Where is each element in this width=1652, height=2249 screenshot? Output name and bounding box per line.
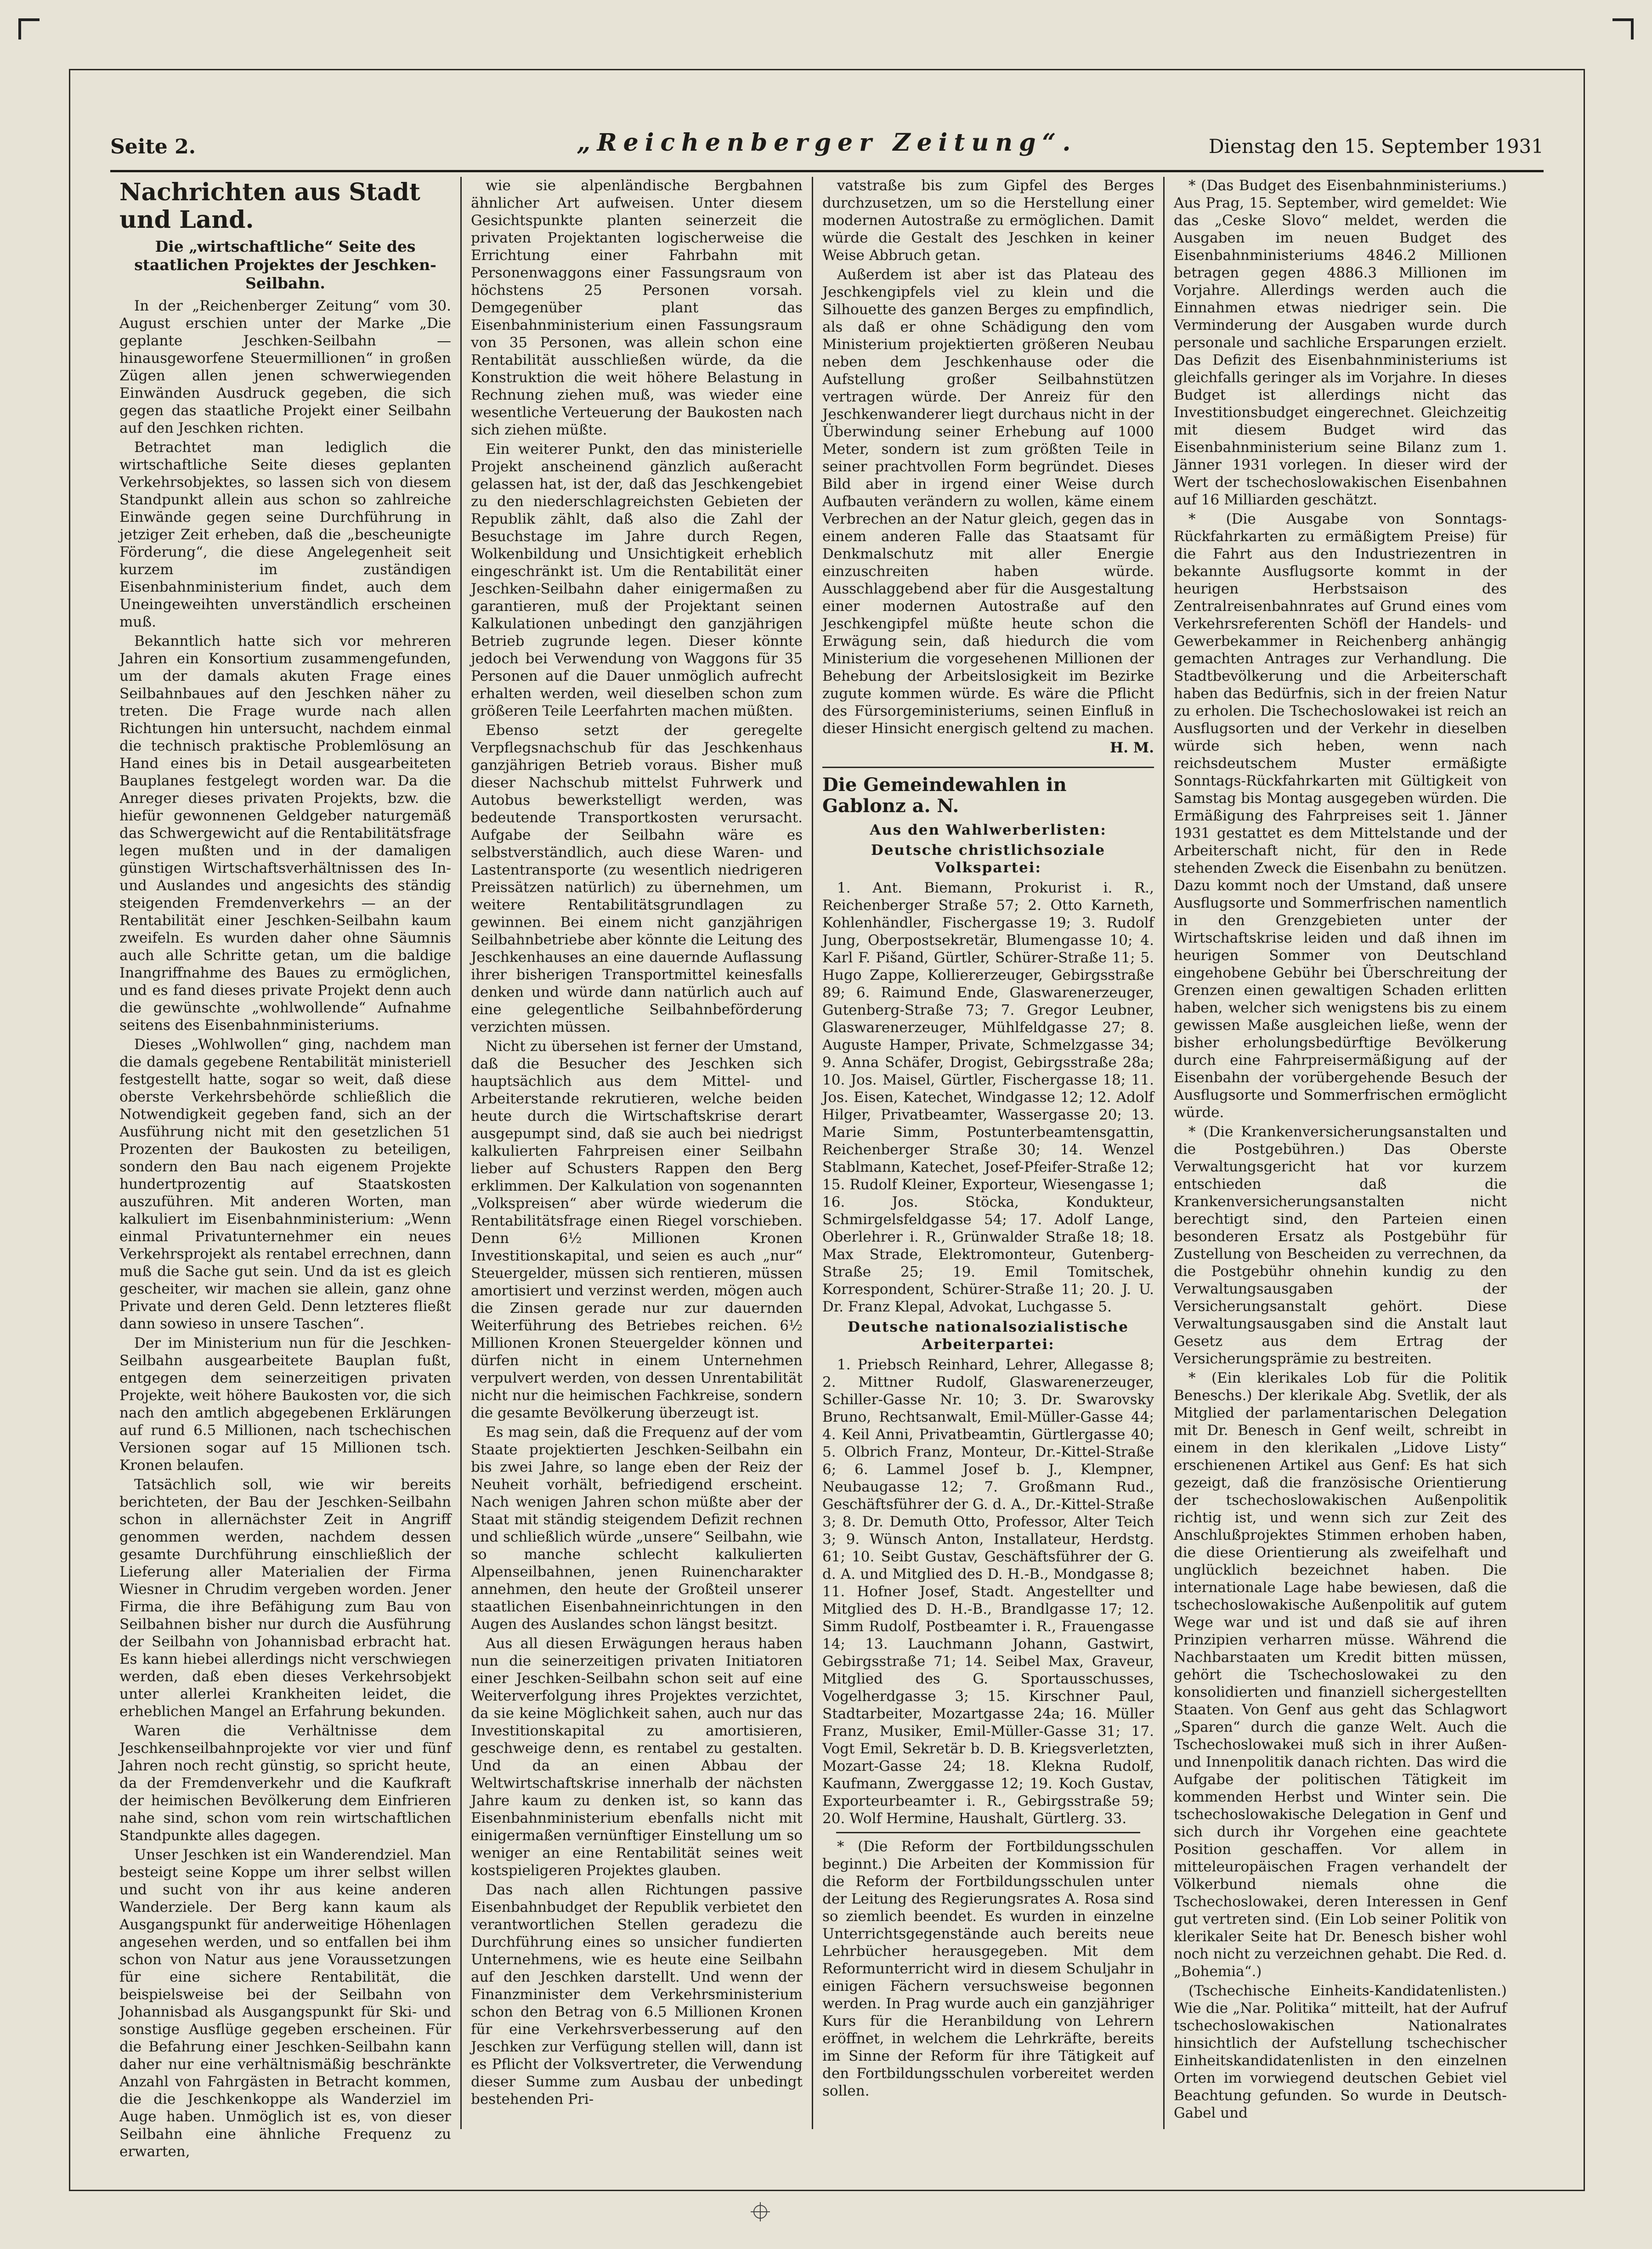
column-4 xyxy=(1165,177,1516,2129)
paragraph: Es mag sein, daß die Frequenz auf der vom Staate projektierten Jeschken-Seilbahn ein bis zwei Jahre, so lange eben der Reiz der Neuheit vorhält, befriedigend erscheint. Nach wenigen Jahren schon müßte aber der Staat mit ständig steigendem Defizit rechnen und schließlich würde „unsere“ Seilbahn, wie so manche schlecht kalkulierten Alpenseilbahnen, jenen Ruinencharakter annehmen, den heute der Großteil unserer staatlichen Eisenbahneinrichtungen in den Augen des Auslandes schon längst besitzt. xyxy=(471,1424,803,1633)
paragraph: Ein weiterer Punkt, den das ministerielle Projekt anscheinend gänzlich außeracht gelassen hat, ist der, daß das Jeschkengebiet zu den niederschlagreichsten Gebieten der Republik zählt, daß also die Zahl der Besuchstage im Jahre durch Regen, Wolkenbildung und Unsichtigkeit erheblich eingeschränkt ist. Um die Rentabilität einer Jeschken-Seilbahn daher einigermaßen zu garantieren, muß der Projektant seinen Kalkulationen unbedingt den ganzjährigen Betrieb zugrunde legen. Dieser könnte jedoch bei Verwendung von Waggons für 35 Personen auf die Dauer unmöglich aufrecht erhalten werden, weil dieselben schon zum größeren Teile Leerfahrten machen müßten. xyxy=(471,441,803,719)
page-number: Seite 2. xyxy=(110,135,196,158)
paragraph: * (Die Krankenversicherungsanstalten und die Postgebühren.) Das Oberste Verwaltungsgericht hat vor kurzem entschieden daß die Krankenversicherungsanstalten nicht berechtigt sind, den Parteien einen besonderen Ersatz als Postgebühr für Zustellung von Bescheiden zu verrechnen, da die Postgebühr ohnehin kundig zu den Verwaltungsausgaben der Versicherungsanstalt gehört. Diese Verwaltungsausgaben sind die Anstalt laut Gesetz aus dem Ertrag der Versicherungsprämie zu bestreiten. xyxy=(1174,1124,1507,1367)
crop-mark-top-left xyxy=(18,18,40,40)
paragraph: Das nach allen Richtungen passive Eisenbahnbudget der Republik verbietet den verantwortlichen Stellen geradezu die Durchführung eines so unsicher fundierten Unternehmens, wie es heute eine Seilbahn auf den Jeschken darstellt. Und wenn der Finanzminister dem Verkehrsministerium schon den Betrag von 6.5 Millionen Kronen für eine Verkehrsverbesserung auf den Jeschken zur Verfügung stellen will, dann ist es Pflicht der Volksvertreter, die Verwendung dieser Summe zum Ausbau der unbedingt bestehenden Pri- xyxy=(471,1882,803,2108)
paragraph: * (Die Reform der Fortbildungsschulen beginnt.) Die Arbeiten der Kommission für die Reform der Fortbildungsschulen unter der Leitung des Regierungsrates A. Rosa sind so ziemlich beendet. Es wurden in einzelne Unterrichtsgegenstände auch bereits neue Lehrbücher herausgegeben. Mit dem Reformunterricht wird in diesem Schuljahr in einigen Fächern versuchsweise begonnen werden. In Prag wurde auch ein ganzjähriger Kurs für die Heranbildung von Lehrern eröffnet, in welchem die Lehrkräfte, bereits im Sinne der Reform für ihre Tätigkeit auf den Fortbildungsschulen vorbereitet werden sollen. xyxy=(822,1838,1154,2099)
party-name: Deutsche nationalsozialistische Arbeiterpartei: xyxy=(848,1319,1129,1353)
paragraph: * (Die Ausgabe von Sonntags-Rückfahrkarten zu ermäßigtem Preise) für die Fahrt aus den Industriezentren in bekannte Ausflugsorte kommt in der heurigen Herbstsaison des Zentralreisenbahnrates auf Grund eines vom Verkehrsreferenten Schöfl der Handels- und Gewerbekammer in Reichenberg anhängig gemachten Antrages zur Verhandlung. Die Stadtbevölkerung und die Arbeiterschaft haben das Bedürfnis, sich in der freien Natur zu erholen. Die Tschechoslowakei ist reich an Ausflugsorten und der Verkehr in dieselben würde sich heben, wenn nach reichsdeutschem Muster ermäßigte Sonntags-Rückfahrkarten mit Gültigkeit von Samstag bis Montag ausgegeben würden. Die Ermäßigung des Fahrpreises seit 1. Jänner 1931 gestattet es dem Mittelstande und der Arbeiterschaft nicht, für den in Rede stehenden Zweck die Eisenbahn zu benützen. Dazu kommt noch der Umstand, daß unsere Ausflugsorte und Sommerfrischen namentlich in den Grenzgebieten unter der Wirtschaftskrise leiden und daß ihnen im heurigen Sommer von Deutschland eingehobene Gebühr bei Überschreitung der Grenzen einen gewaltigen Schaden erlitten haben, welcher sich wenigstens bis zu einem gewissen Maße ausgleichen ließe, wenn der bisher erholungsbedürftige Bevölkerung durch eine Fahrpreisermäßigung auf der Eisenbahn der vorübergehende Besuch der Ausflugsorte und Sommerfrischen ermöglicht würde. xyxy=(1174,511,1507,1121)
crop-mark-top-right xyxy=(1612,18,1634,40)
paragraph: Waren die Verhältnisse dem Jeschkenseilbahnprojekte vor vier und fünf Jahren noch recht günstig, so spricht heute, da der Fremdenverkehr und die Kaufkraft der heimischen Bevölkerung dem Einfrieren nahe sind, schon vom rein wirtschaftlichen Standpunkte alles dagegen. xyxy=(119,1723,451,1844)
paragraph: Aus all diesen Erwägungen heraus haben nun die seinerzeitigen privaten Initiatoren einer Jeschken-Seilbahn schon seit auf eine Weiterverfolgung ihres Projektes verzichtet, da sie keine Möglichkeit sahen, auch nur das Investitionskapital zu amortisieren, geschweige denn, es rentabel zu gestalten. Und da an einen Abbau der Weltwirtschaftskrise innerhalb der nächsten Jahre kaum zu denken ist, so kann das Eisenbahnministerium ebenfalls nicht mit einigermaßen vernünftiger Einstellung um so weniger an eine Rentabilität seines weit kostspieligeren Projektes glauben. xyxy=(471,1635,803,1879)
registration-mark-icon xyxy=(753,2205,767,2219)
candidate-list: 1. Priebsch Reinhard, Lehrer, Allegasse 8; 2. Mittner Rudolf, Glaswarenerzeuger, Schiller-Gasse Nr. 10; 3. Dr. Swarovsky Bruno, Rechtsanwalt, Emil-Müller-Gasse 44; 4. Keil Anni, Privatbeamtin, Gürtlergasse 40; 5. Olbrich Franz, Monteur, Dr.-Kittel-Straße 6; 6. Lammel Josef b. J., Klempner, Neubaugasse 12; 7. Großmann Rud., Geschäftsführer der G. d. A., Dr.-Kittel-Straße 3; 8. Dr. Demuth Otto, Professor, Alter Teich 3; 9. Wünsch Anton, Installateur, Herdstg. 61; 10. Seibt Gustav, Geschäftsführer der G. d. A. und Mitglied des D. H.-B., Mondgasse 8; 11. Hofner Josef, Stadt. Angestellter und Mitglied des D. H.-B., Brandlgasse 17; 12. Simm Rudolf, Postbeamter i. R., Frauengasse 14; 13. Lauchmann Johann, Gastwirt, Gebirgsstraße 71; 14. Seibel Max, Graveur, Mitglied des G. Sportausschusses, Vogelherdgasse 3; 15. Kirschner Paul, Stadtarbeiter, Mozartgasse 24a; 16. Müller Franz, Musiker, Emil-Müller-Gasse 31; 17. Vogt Emil, Sekretär b. D. B. Kriegsverletzten, Mozart-Gasse 24; 18. Klekna Rudolf, Kaufmann, Zwerggasse 12; 19. Koch Gustav, Exporteurbeamter i. R., Gebirgsstraße 59; 20. Wolf Hermine, Haushalt, Gürtlerg. 33. xyxy=(822,1356,1154,1827)
paragraph: Tatsächlich soll, wie wir bereits berichteten, der Bau der Jeschken-Seilbahn schon in allernächster Zeit in Angriff genommen werden, nachdem dessen gesamte Durchführung einschließlich der Lieferung aller Materialien der Firma Wiesner in Chrudim vergeben worden. Jener Firma, die ihre Befähigung zum Bau von Seilbahnen bisher nur durch die Ausführung der Seilbahn von Johannisbad erbracht hat. Es kann hiebei allerdings nicht verschwiegen werden, daß eben dieses Verkehrsobjekt unter allerlei Krankheiten leidet, die erheblichen Mangel an Erfahrung bekunden. xyxy=(119,1476,451,1720)
paragraph: Außerdem ist aber ist das Plateau des Jeschkengipfels viel zu klein und die Silhouette des ganzen Berges zu empfindlich, als daß er ohne Schädigung den vom Ministerium projektierten größeren Neubau neben dem Jeschkenhause oder die Aufstellung großer Seilbahnstützen vertragen würde. Der Anreiz für den Jeschkenwanderer liegt durchaus nicht in der Überwindung seiner Erhebung auf 1000 Meter, sondern ist zum größten Teile in seiner prachtvollen Form begründet. Dieses Bild aber in irgend einer Weise durch Aufbauten verändern zu wollen, käme einem Verbrechen an der Natur gleich, gegen das in einem anderen Falle das Staatsamt für Denkmalschutz mit aller Energie einzuschreiten haben würde. Ausschlaggebend aber für die Ausgestaltung einer modernen Autostraße auf den Jeschkengipfel müßte heute schon die Erwägung sein, daß hiedurch die vom Ministerium die vorgesehenen Millionen der Behebung der Arbeitslosigkeit im Bezirke zugute kommen würde. Es wäre die Pflicht des Fürsorgeministeriums, seinen Einfluß in dieser Hinsicht energisch geltend zu machen. xyxy=(822,266,1154,737)
paragraph: * (Ein klerikales Lob für die Politik Beneschs.) Der klerikale Abg. Svetlik, der als Mitglied der parlamentarischen Delegation mit Dr. Benesch in Genf weilt, schreibt in einem in den klerikalen „Lidove Listy“ erschienenen Artikel aus Genf: Es hat sich gezeigt, daß die französische Orientierung der tschechoslowakischen Außenpolitik richtig ist, und wenn sich zur Zeit des Anschlußprojektes Stimmen erhoben haben, die diese Orientierung als zweifelhaft und unglücklich bezeichnet haben. Die internationale Lage habe bewiesen, daß die tschechoslowakische Außenpolitik auf gutem Wege war und ist und daß sie auf ihren Prinzipien verharren müsse. Während die Nachbarstaaten um Kredit bitten müssen, gehört die Tschechoslowakei zu den konsolidierten und finanziell sichergestellten Staaten. Von Genf aus geht das Schlagwort „Sparen“ durch die ganze Welt. Auch die Tschechoslowakei muß sich in ihrer Außen- und Innenpolitik danach richten. Das wird die Aufgabe der politischen Tätigkeit im kommenden Herbst und Winter sein. Die tschechoslowakische Delegation in Genf und sich durch ihr Vorgehen eine geachtete Position geschaffen. Vor allem in mitteleuropäischen Fragen verhandelt der Völkerbund niemals ohne die Tschechoslowakei, deren Interessen in Genf gut vertreten sind. (Ein Lob seiner Politik von klerikaler Seite hat Dr. Benesch bisher wohl noch nicht zu verzeichnen gehabt. Die Red. d. „Bohemia“.) xyxy=(1174,1370,1507,1980)
column-1 xyxy=(110,177,462,2160)
paragraph: vatstraße bis zum Gipfel des Berges durchzusetzen, um so die Herstellung einer modernen Autostraße zu ermöglichen. Damit würde die Gestalt des Jeschken in keiner Weise Abbruch getan. xyxy=(822,177,1154,264)
paragraph: * (Das Budget des Eisenbahnministeriums.) Aus Prag, 15. September, wird gemeldet: Wie das „Ceske Slovo“ meldet, werden die Ausgaben im neuen Budget des Eisenbahnministeriums 4846.2 Millionen betragen gegen 4886.3 Millionen im Vorjahre. Allerdings werden auch die Einnahmen etwas niedriger sein. Die Verminderung der Ausgaben wurde durch personale und sachliche Ersparungen erzielt. Das Defizit des Eisenbahnministeriums ist gleichfalls geringer als im Vorjahre. In dieses Budget ist allerdings nicht das Investitionsbudget eingerechnet. Gleichzeitig mit diesem Budget wird das Eisenbahnministerium seine Bilanz zum 1. Jänner 1931 vorlegen. In dieser wird der Wert der tschechoslowakischen Eisenbahnen auf 16 Milliarden geschätzt. xyxy=(1174,177,1507,508)
section-title: Nachrichten aus Stadt und Land. xyxy=(119,178,420,234)
article-headline: Die „wirtschaftliche“ Seite des staatlichen Projektes der Jeschken-Seilbahn. xyxy=(134,237,436,292)
author-signature: H. M. xyxy=(1110,740,1154,756)
page-header xyxy=(110,129,1544,165)
paragraph: Unser Jeschken ist ein Wanderendziel. Man besteigt seine Koppe um ihrer selbst willen und sucht von ihr aus keine anderen Wanderziele. Der Berg kann kaum als Ausgangspunkt für anderweitige Höhenlagen angesehen werden, und so entfallen bei ihm schon von Natur aus jene Voraussetzungen für eine sichere Rentabilität, die beispielsweise bei der Seilbahn von Johannisbad als Ausgangspunkt für Ski- und sonstige Ausflüge gegeben erscheinen. Für die Befahrung einer Jeschken-Seilbahn kann daher nur eine verhältnismäßig beschränkte Anzahl von Fahrgästen in Betracht kommen, die die Jeschkenkoppe als Wanderziel im Auge haben. Unmöglich ist es, von dieser Seilbahn eine ähnliche Frequenz zu erwarten, xyxy=(119,1847,451,2160)
paragraph: Dieses „Wohlwollen“ ging, nachdem man die damals gegebene Rentabilität ministeriell festgestellt hatte, sogar so weit, daß diese oberste Verkehrsbehörde schließlich die Notwendigkeit gegeben fand, sich an der Ausführung nicht mit den gesetzlichen 51 Prozenten der Baukosten zu beteiligen, sondern den Bau nach eigenem Projekte hundertprozentig auf Staatskosten auszuführen. Mit anderen Worten, man kalkuliert im Eisenbahnministerium: „Wenn einmal Privatunternehmer ein neues Verkehrsprojekt als rentabel errechnen, dann muß die Sache gut sein. Und da ist es gleich gescheiter, wir machen sie allein, ganz ohne Private und deren Geld. Denn letzteres fließt dann sowieso in unsere Taschen“. xyxy=(119,1036,451,1332)
candidate-list: 1. Ant. Biemann, Prokurist i. R., Reichenberger Straße 57; 2. Otto Karneth, Kohlenhändler, Fischergasse 19; 3. Rudolf Jung, Oberpostsekretär, Blumengasse 10; 4. Karl F. Pišand, Gürtler, Schürer-Straße 11; 5. Hugo Zappe, Kolliererzeuger, Gebirgsstraße 89; 6. Raimund Ende, Glaswarenerzeuger, Gutenberg-Straße 73; 7. Gregor Leubner, Glaswarenerzeuger, Mühlfeldgasse 27; 8. Auguste Hamper, Private, Schmelzgasse 34; 9. Anna Schäfer, Drogist, Gebirgsstraße 28a; 10. Jos. Maisel, Gürtler, Fischergasse 18; 11. Jos. Eisen, Katechet, Windgasse 12; 12. Adolf Hilger, Privatbeamter, Wassergasse 20; 13. Marie Simm, Postunterbeamtensgattin, Reichenberger Straße 30; 14. Wenzel Stablmann, Katechet, Josef-Pfeifer-Straße 12; 15. Rudolf Kleiner, Exporteur, Wiesengasse 1; 16. Jos. Stöcka, Kondukteur, Schmirgelsfeldgasse 54; 17. Adolf Lange, Oberlehrer i. R., Grünwalder Straße 18; 18. Max Strade, Elektromonteur, Gutenberg-Straße 25; 19. Emil Tomitschek, Korrespondent, Schürer-Straße 11; 20. J. U. Dr. Franz Klepal, Advokat, Luchgasse 5. xyxy=(822,880,1154,1315)
paragraph: Betrachtet man lediglich die wirtschaftliche Seite dieses geplanten Verkehrsobjektes, so lassen sich von diesem Standpunkt allein aus schon so zahlreiche Einwände gegen seine Durchführung in jetziger Zeit erheben, daß die „bescheunigte Förderung“, die diese Angelegenheit seit kurzem im zuständigen Eisenbahnministerium findet, auch dem Uneingeweihten unverständlich erscheinen muß. xyxy=(119,439,451,630)
separator-rule xyxy=(836,1832,1140,1833)
paragraph: (Tschechische Einheits-Kandidatenlisten.) Wie die „Nar. Politika“ mitteilt, hat der Aufruf tschechoslowakischen Nationalrates hinsichtlich der Aufstellung tschechischer Einheitskandidatenlisten in den einzelnen Orten im vorwiegend deutschen Gebiet viel Beachtung gefunden. So wurde in Deutsch-Gabel und xyxy=(1174,1983,1507,2121)
paragraph: In der „Reichenberger Zeitung“ vom 30. August erschien unter der Marke „Die geplante Jeschken-Seilbahn — hinausgeworfene Steuermillionen“ in großen Zügen allen jenen schwerwiegenden Einwänden Ausdruck gegeben, die sich gegen das staatliche Projekt einer Seilbahn auf den Jeschken richten. xyxy=(119,298,451,436)
paragraph: Bekanntlich hatte sich vor mehreren Jahren ein Konsortium zusammengefunden, um der damals akuten Frage eines Seilbahnbaues auf den Jeschken näher zu treten. Die Frage wurde nach allen Richtungen hin untersucht, nachdem einmal die technisch praktische Problemlösung an Hand eines bis in Detail ausgearbeiteten Bauplanes festgelegt worden war. Da die Anreger dieses privaten Projekts, bzw. die hiefür gewonnenen Geldgeber naturgemäß das Schwergewicht auf die Rentabilitätsfrage legen mußten und in der damaligen günstigen Wirtschaftsverhältnissen des In- und Auslandes und angesichts des ständig steigenden Fremdenverkehrs — an der Rentabilität einer Jeschken-Seilbahn kaum zweifeln. Es wurden daher ohne Säumnis auch alle Schritte getan, um die baldige Inangriffnahme des Baues zu ermöglichen, und es fand dieses private Projekt denn auch die gewünschte „wohlwollende“ Aufnahme seitens des Eisenbahnministeriums. xyxy=(119,633,451,1034)
paragraph: Nicht zu übersehen ist ferner der Umstand, daß die Besucher des Jeschken sich hauptsächlich aus dem Mittel- und Arbeiterstande rekrutieren, welche beiden heute durch die Wirtschaftskrise derart ausgepumpt sind, daß sie auch bei niedrigst kalkulierten Fahrpreisen einer Seilbahn lieber auf Schusters Rappen den Berg erklimmen. Der Kalkulation von sogenannten „Volkspreisen“ aber würde wiederum die Rentabilitätsfrage einen Riegel vorschieben. Denn 6½ Millionen Kronen Investitionskapital, und seien es auch „nur“ Steuergelder, müssen sich rentieren, müssen amortisiert und verzinst werden, mögen auch die Zinsen gerade nur zur dauernden Weiterführung des Betriebes reichen. 6½ Millionen Kronen Steuergelder können und dürfen nicht in einem Unternehmen verpulvert werden, von dessen Unrentabilität nicht nur die heimischen Fachkreise, sondern die gesamte Bevölkerung überzeugt ist. xyxy=(471,1038,803,1421)
column-3 xyxy=(813,177,1165,2129)
paragraph: wie sie alpenländische Bergbahnen ähnlicher Art aufweisen. Unter diesem Gesichtspunkte planten seinerzeit die privaten Projektanten logischerweise die Errichtung einer Fahrbahn mit Personenwaggons einer Fassungsraum von höchstens 25 Personen vorsah. Demgegenüber plant das Eisenbahnministerium einen Fassungsraum von 35 Personen, was allein schon eine Rentabilität ausschließen würde, da die Konstruktion die weit höhere Belastung in Rechnung ziehen muß, was wieder eine wesentliche Verteuerung der Baukosten nach sich ziehen müßte. xyxy=(471,177,803,438)
masthead: „Reichenberger Zeitung“. xyxy=(577,129,1077,157)
election-headline: Die Gemeindewahlen in Gablonz a. N. xyxy=(822,767,1154,817)
paragraph: Ebenso setzt der geregelte Verpflegsnachschub für das Jeschkenhaus ganzjährigen Betrieb voraus. Bisher muß dieser Nachschub mittelst Fuhrwerk und Autobus bewerkstelligt werden, was bedeutende Transportkosten verursacht. Aufgabe der Seilbahn wäre es selbstverständlich, auch diese Waren- und Lastentransporte (zu wesentlich niedrigeren Preissätzen natürlich) zu übernehmen, um weitere Rentabilitätsgrundlagen zu gewinnen. Bei einem nicht ganzjährigen Seilbahnbetriebe aber könnte die Leitung des Jeschkenhauses an eine dauernde Auflassung ihrer bisherigen Transportmittel keinesfalls denken und würde dann natürlich auch auf eine gelegentliche Seilbahnbeförderung verzichten müssen. xyxy=(471,722,803,1035)
column-2 xyxy=(462,177,813,2129)
newspaper-columns xyxy=(110,177,1544,2160)
issue-date: Dienstag den 15. September 1931 xyxy=(1208,135,1544,158)
party-name: Deutsche christlichsoziale Volkspartei: xyxy=(871,842,1106,876)
header-rule xyxy=(110,170,1544,172)
paragraph: Der im Ministerium nun für die Jeschken-Seilbahn ausgearbeitete Bauplan fußt, entgegen dem seinerzeitigen privaten Projekte, weit höhere Baukosten vor, die sich nach den amtlich abgegebenen Erklärungen auf rund 6.5 Millionen, nach tschechischen Versionen sogar auf 15 Millionen tsch. Kronen belaufen. xyxy=(119,1335,451,1474)
election-subheading: Aus den Wahlwerberlisten: xyxy=(870,822,1107,838)
